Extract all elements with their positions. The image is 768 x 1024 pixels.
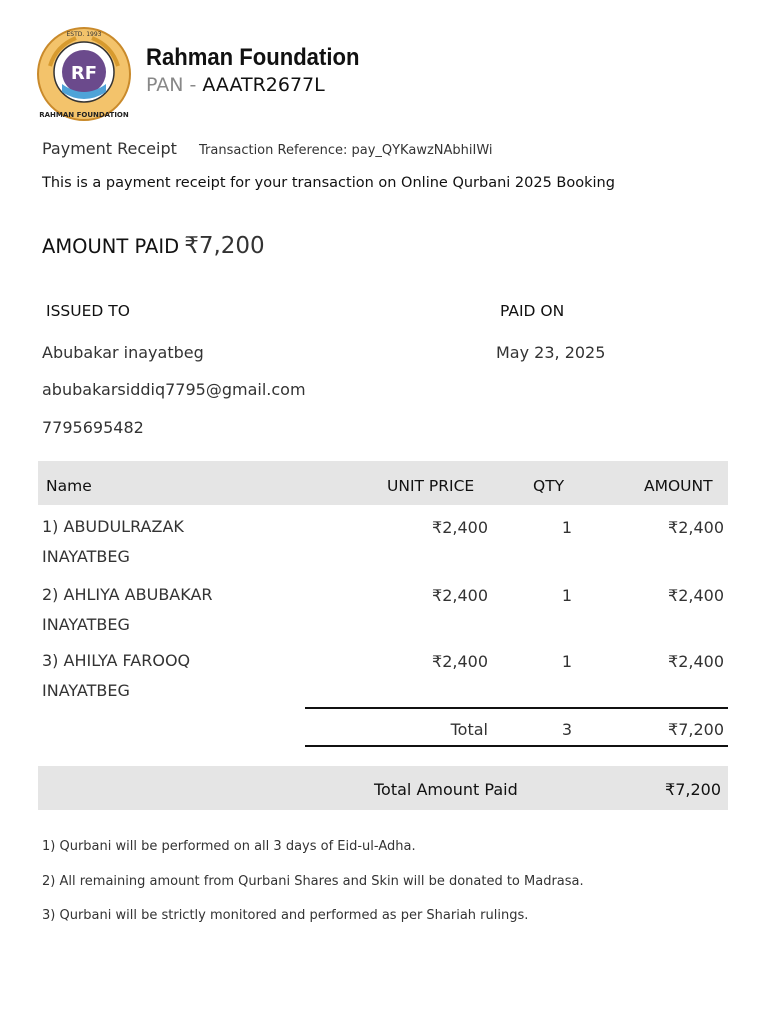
note-item: 1) Qurbani will be performed on all 3 days of Eid-ul-Adha.	[42, 839, 416, 854]
organization-name: Rahman Foundation	[146, 44, 360, 71]
item-unit-price: ₹2,400	[432, 652, 488, 671]
customer-name: Abubakar inayatbeg	[42, 343, 204, 362]
item-unit-price: ₹2,400	[432, 586, 488, 605]
pan-line	[146, 74, 325, 96]
item-name-line1: 1) ABUDULRAZAK	[42, 517, 184, 536]
item-name-line2: INAYATBEG	[42, 681, 130, 700]
item-name-line2: INAYATBEG	[42, 547, 130, 566]
item-qty: 1	[561, 518, 572, 537]
transaction-reference: Transaction Reference: pay_QYKawzNAbhiIWi	[199, 143, 493, 158]
table-row	[0, 512, 768, 578]
item-name-line2: INAYATBEG	[42, 615, 130, 634]
item-qty: 1	[561, 586, 572, 605]
issued-to-label: ISSUED TO	[46, 302, 130, 320]
item-name	[42, 646, 282, 706]
note-item: 2) All remaining amount from Qurbani Shares and Skin will be donated to Madrasa.	[42, 874, 584, 889]
receipt-intro: This is a payment receipt for your transaction on Online Qurbani 2025 Booking	[42, 175, 615, 191]
paid-on-label: PAID ON	[500, 302, 565, 320]
table-header	[38, 461, 728, 505]
header-qty: QTY	[533, 477, 565, 495]
pan-separator: -	[183, 74, 203, 96]
item-name	[42, 512, 282, 572]
amount-paid-label: AMOUNT PAID	[42, 235, 180, 258]
total-bottom-rule	[305, 745, 728, 747]
paid-on-date: May 23, 2025	[496, 343, 606, 362]
logo-ring-text: RAHMAN FOUNDATION	[39, 111, 129, 119]
item-name-line1: 3) AHILYA FAROOQ	[42, 651, 191, 670]
total-amount: ₹7,200	[668, 720, 724, 739]
grand-total-amount: ₹7,200	[665, 780, 721, 799]
header-name: Name	[46, 477, 92, 495]
grand-total-bar	[38, 766, 728, 810]
header-amount: AMOUNT	[644, 477, 713, 495]
table-row	[0, 646, 768, 712]
customer-phone: 7795695482	[42, 418, 144, 437]
header-unit-price: UNIT PRICE	[387, 477, 475, 495]
amount-paid-value: ₹7,200	[184, 233, 265, 259]
item-unit-price: ₹2,400	[432, 518, 488, 537]
customer-email: abubakarsiddiq7795@gmail.com	[42, 380, 306, 399]
table-row	[0, 580, 768, 646]
pan-value: AAATR2677L	[202, 74, 325, 96]
total-label: Total	[450, 720, 488, 739]
item-name	[42, 580, 282, 640]
total-qty: 3	[561, 720, 572, 739]
note-item: 3) Qurbani will be strictly monitored and performed as per Shariah rulings.	[42, 908, 529, 923]
amount-paid	[42, 233, 265, 259]
item-amount: ₹2,400	[668, 518, 724, 537]
grand-total-label: Total Amount Paid	[374, 780, 518, 799]
item-name-line1: 2) AHLIYA ABUBAKAR	[42, 585, 213, 604]
logo-estd-text: ESTD. 1993	[66, 31, 102, 38]
pan-label: PAN	[146, 74, 184, 96]
item-qty: 1	[561, 652, 572, 671]
logo-mark-text: RF	[70, 63, 98, 84]
item-amount: ₹2,400	[668, 586, 724, 605]
rahman-foundation-logo	[36, 26, 132, 122]
total-top-rule	[305, 707, 728, 709]
item-amount: ₹2,400	[668, 652, 724, 671]
receipt-title: Payment Receipt	[42, 139, 177, 158]
